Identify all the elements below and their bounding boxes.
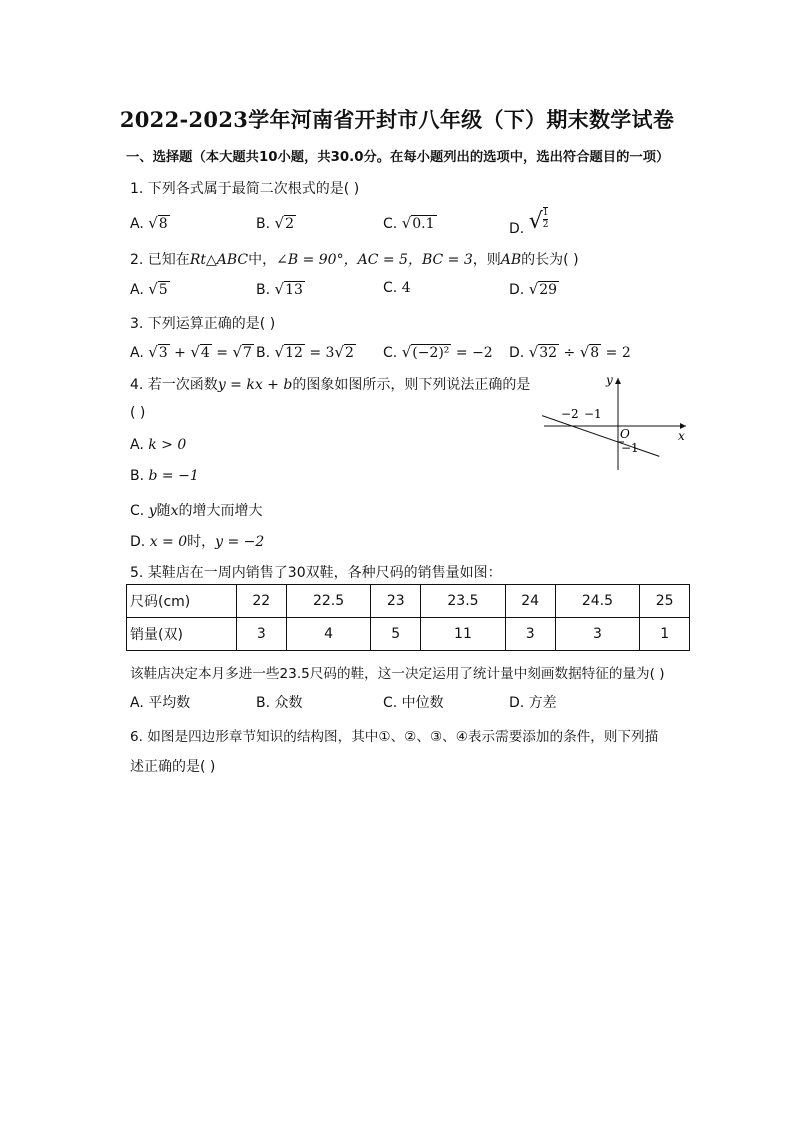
table-row — [127, 618, 690, 651]
q3-option-d[interactable]: D. √32 ÷ √8 = 2 — [509, 343, 631, 361]
question-5-follow: 该鞋店决定本月多进一些23.5尺码的鞋，这一决定运用了统计量中刻画数据特征的量为( ) — [130, 666, 665, 682]
q3-option-b[interactable]: B. √12 = 3√2 — [256, 343, 354, 361]
q1-option-c[interactable]: C. √0.1 — [383, 214, 435, 232]
question-1-stem: 1. 下列各式属于最简二次根式的是( ) — [130, 181, 360, 197]
origin-label: O — [620, 427, 630, 441]
linear-function-graph — [536, 370, 696, 480]
table-cell: 23.5 — [421, 585, 506, 618]
question-3-stem: 3. 下列运算正确的是( ) — [130, 316, 276, 332]
table-cell: 24.5 — [555, 585, 640, 618]
table-header-size: 尺码(cm) — [127, 585, 237, 618]
q1-option-a[interactable]: A. √8 — [130, 214, 168, 232]
tick-label-neg1: −1 — [584, 407, 602, 421]
table-cell: 23 — [371, 585, 421, 618]
table-header-count: 销量(双) — [127, 618, 237, 651]
question-5-stem: 5. 某鞋店在一周内销售了30双鞋，各种尺码的销售量如图： — [130, 565, 502, 581]
y-axis-label: y — [606, 373, 613, 387]
question-2-stem: 2. 已知在Rt△ABC中，∠B = 90°，AC = 5，BC = 3，则AB的长为( ) — [130, 252, 579, 268]
q5-option-d[interactable]: D. 方差 — [509, 695, 557, 711]
section-heading: 一、选择题（本大题共10小题，共30.0分。在每小题列出的选项中，选出符合题目的一项） — [126, 150, 670, 165]
table-row — [127, 585, 690, 618]
q5-option-a[interactable]: A. 平均数 — [130, 695, 191, 711]
q1-option-d[interactable]: D. √ $\frac{1}{2}$ — [509, 208, 549, 237]
page-title: 2022-2023学年河南省开封市八年级（下）期末数学试卷 — [119, 107, 675, 132]
table-cell: 24 — [505, 585, 555, 618]
q4-option-c[interactable]: C. y随x的增大而增大 — [130, 503, 263, 519]
table-cell: 3 — [555, 618, 640, 651]
q1-option-b[interactable]: B. √2 — [256, 214, 294, 232]
tick-label-y-neg1: −1 — [621, 441, 639, 455]
question-6-line1: 6. 如图是四边形章节知识的结构图，其中①、②、③、④表示需要添加的条件，则下列描 — [130, 729, 659, 745]
table-cell: 3 — [237, 618, 287, 651]
question-4-paren: ( ) — [130, 405, 146, 421]
q2-option-b[interactable]: B. √13 — [256, 280, 303, 298]
q4-option-a[interactable]: A. k > 0 — [130, 437, 187, 453]
table-cell: 3 — [505, 618, 555, 651]
q4-option-b[interactable]: B. b = −1 — [130, 468, 199, 484]
q2-option-a[interactable]: A. √5 — [130, 280, 168, 298]
q5-option-b[interactable]: B. 众数 — [256, 695, 303, 711]
y-axis-arrow — [615, 378, 621, 384]
table-cell: 25 — [640, 585, 690, 618]
q3-option-a[interactable]: A. √3 + √4 = √7 — [130, 343, 252, 361]
table-cell: 22 — [237, 585, 287, 618]
sales-table — [126, 584, 690, 651]
table-cell: 22.5 — [286, 585, 371, 618]
table-cell: 11 — [421, 618, 506, 651]
x-axis-label: x — [678, 429, 685, 443]
q5-option-c[interactable]: C. 中位数 — [383, 695, 444, 711]
table-cell: 4 — [286, 618, 371, 651]
function-line — [542, 416, 659, 457]
q2-option-d[interactable]: D. √29 — [509, 280, 558, 298]
tick-label-neg2: −2 — [561, 407, 579, 421]
q4-option-d[interactable]: D. x = 0时，y = −2 — [130, 534, 265, 550]
question-4-stem: 4. 若一次函数y = kx + b的图象如图所示，则下列说法正确的是 — [130, 377, 531, 393]
question-6-line2: 述正确的是( ) — [130, 759, 216, 775]
q3-option-c[interactable]: C. √(−2)² = −2 — [383, 343, 493, 361]
table-cell: 5 — [371, 618, 421, 651]
q2-option-c[interactable]: C. 4 — [383, 280, 411, 296]
table-cell: 1 — [640, 618, 690, 651]
